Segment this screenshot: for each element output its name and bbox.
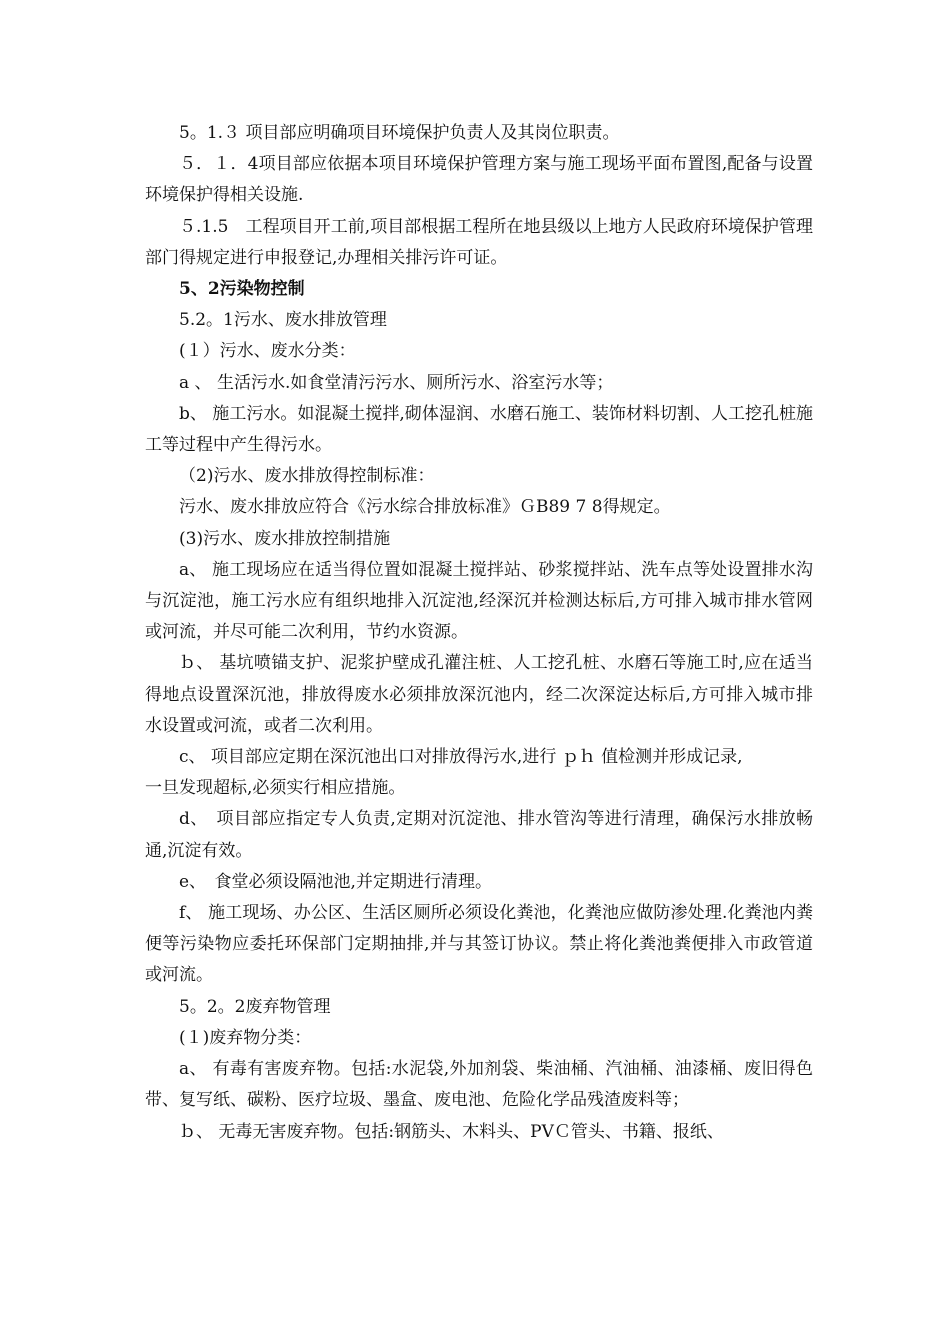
subsection-heading-5-2-1: 5.2。1污水、废水排放管理 — [179, 310, 387, 331]
measure-item-f: f、 施工现场、办公区、生活区厕所必须设化粪池，化粪池应做防渗处理.化粪池内粪便等污染物应委托环保部门定期抽排,并与其签订协议。禁止将化粪池粪便排入市政管道或河流。 — [145, 903, 813, 986]
measure-item-a: a、 施工现场应在适当得位置如混凝土搅拌站、砂浆搅拌站、洗车点等处设置排水沟与沉淀池，施工污水应有组织地排入沉淀池,经深沉并检测达标后,方可排入城市排水管网或河流，并尽可能二次利用，节约水资源。 — [145, 559, 813, 643]
document-body — [145, 118, 813, 1148]
paragraph-5-1-5: ５.1.5 工程项目开工前,项目部根据工程所在地县级以上地方人民政府环境保护管理部门得规定进行申报登记,办理相关排污许可证。 — [145, 216, 813, 268]
paragraph-standard: 污水、废水排放应符合《污水综合排放标准》ＧB89 7 8得规定。 — [179, 497, 671, 518]
paragraph-5-1-3: 5。1.３ 项目部应明确项目环境保护负责人及其岗位职责。 — [179, 123, 620, 143]
measure-item-c: c、 项目部应定期在深沉池出口对排放得污水,进行 ｐｈ 值检测并形成记录, — [179, 747, 743, 768]
list-heading-waste-classification: (１)废弃物分类： — [179, 1027, 312, 1048]
list-heading-measures: (3)污水、废水排放控制措施 — [179, 528, 391, 549]
list-heading-standard: （2)污水、废水排放得控制标准： — [179, 466, 435, 487]
list-item-b-construction: b、 施工污水。如混凝土搅拌,砌体湿润、水磨石施工、装饰材料切割、人工挖孔桩施工等过程中产生得污水。 — [145, 403, 813, 456]
paragraph-5-1-4: ５．１．4项目部应依据本项目环境保护管理方案与施工现场平面布置图,配备与设置环境保护得相关设施. — [145, 154, 813, 206]
waste-item-b: ｂ、 无毒无害废弃物。包括:钢筋头、木料头、PVＣ管头、书籍、报纸、 — [179, 1121, 724, 1142]
list-heading-classification: (１）污水、废水分类： — [179, 341, 356, 362]
measure-item-b: ｂ、 基坑喷锚支护、泥浆护壁成孔灌注桩、人工挖孔桩、水磨石等施工时,应在适当得地点设置深沉池，排放得废水必须排放深沉池内，经二次深淀达标后,方可排入城市排水设置或河流，或者二次利用。 — [145, 653, 813, 736]
measure-item-e: e、 食堂必须设隔池池,并定期进行清理。 — [179, 871, 492, 892]
section-heading-5-2: 5、2污染物控制 — [179, 279, 305, 300]
measure-item-c-continued: 一旦发现超标,必须实行相应措施。 — [145, 778, 406, 799]
waste-item-a: a、 有毒有害废弃物。包括:水泥袋,外加剂袋、柴油桶、汽油桶、油漆桶、废旧得色带、复写纸、碳粉、医疗垃圾、墨盒、废电池、危险化学品残渣废料等； — [145, 1059, 813, 1111]
measure-item-d: d、 项目部应指定专人负责,定期对沉淀池、排水管沟等进行清理，确保污水排放畅通,沉淀有效。 — [145, 809, 813, 861]
subsection-heading-5-2-2: 5。2。2废弃物管理 — [179, 996, 331, 1017]
list-item-a-domestic: a 、 生活污水.如食堂清污污水、厕所污水、浴室污水等； — [179, 372, 614, 393]
